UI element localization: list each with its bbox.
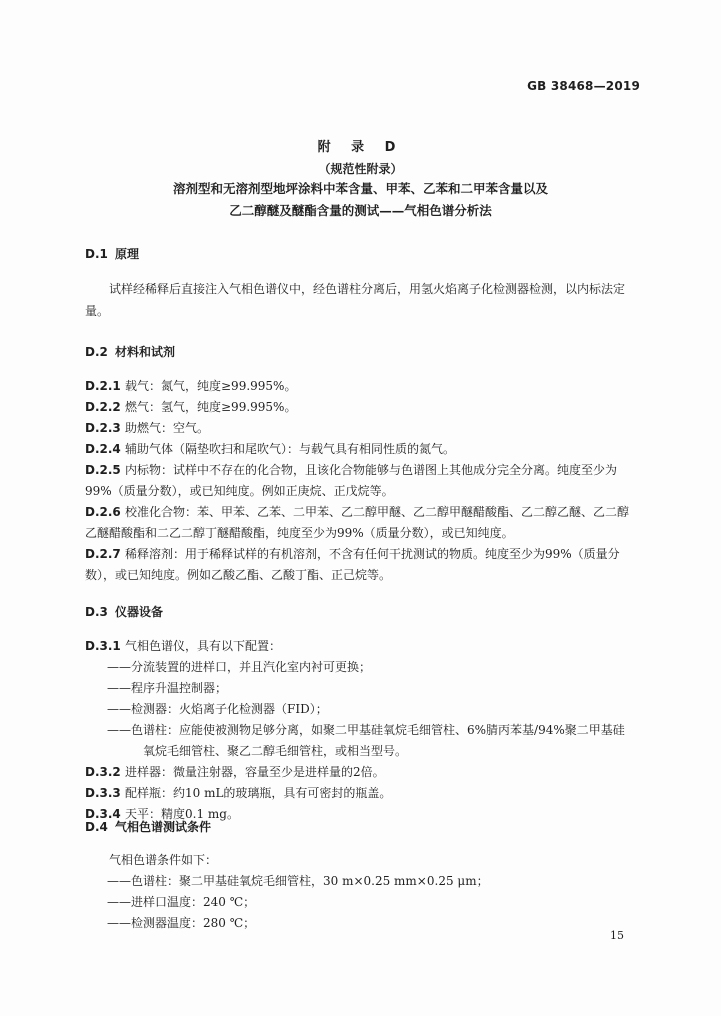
clause-d3-1 [85, 636, 635, 657]
appendix-heading [0, 178, 721, 222]
dash-item: ——分流装置的进样口，并且汽化室内衬可更换； [107, 660, 372, 674]
appendix-heading-line-1: 溶剂型和无溶剂型地坪涂料中苯含量、甲苯、乙苯和二甲苯含量以及 [172, 181, 548, 196]
clause-number: D.2.1 [85, 379, 121, 393]
clause-number: D.2.3 [85, 421, 121, 435]
dash-item: ——程序升温控制器； [107, 681, 228, 695]
clause-d2-4 [85, 439, 635, 460]
dash-item [107, 720, 637, 762]
clause-text: 进样器：微量注射器，容量至少是进样量的2倍。 [125, 765, 385, 779]
clause-number: D.2.4 [85, 442, 121, 456]
clause-text: 助燃气：空气。 [125, 421, 210, 435]
section-heading-d2 [85, 343, 175, 360]
appendix-heading-line-2: 乙二醇醚及醚酯含量的测试——气相色谱分析法 [229, 203, 492, 218]
dash-item: ——色谱柱：聚二甲基硅氧烷毛细管柱，30 m×0.25 mm×0.25 μm； [107, 874, 489, 888]
clause-text: 天平：精度0.1 mg。 [125, 807, 239, 821]
clause-d2-6 [85, 502, 635, 544]
dash-item: ——检测器：火焰离子化检测器（FID）； [107, 702, 328, 716]
clause-text: 载气：氮气，纯度≥99.995%。 [125, 379, 297, 393]
dash-item: ——检测器温度：280 ℃； [107, 916, 256, 930]
section-d4-intro: 气相色谱条件如下： [109, 853, 218, 867]
clause-d2-5 [85, 460, 635, 502]
section-title: 仪器设备 [115, 605, 164, 619]
section-number: D.1 [85, 247, 108, 261]
appendix-title: 附 录 D [317, 140, 404, 155]
section-d1-text: 试样经稀释后直接注入气相色谱仪中，经色谱柱分离后，用氢火焰离子化检测器检测，以内标法定量。 [85, 282, 626, 318]
section-title: 材料和试剂 [115, 345, 176, 359]
clause-d2-2 [85, 397, 635, 418]
dash-item-text: ——色谱柱：应能使被测物足够分离，如聚二甲基硅氧烷毛细管柱、6%腈丙苯基/94%聚二甲基硅 [107, 723, 625, 737]
clause-d3-3 [85, 783, 635, 804]
clause-number: D.2.6 [85, 505, 121, 519]
clause-d2-7 [85, 544, 635, 586]
page-number: 15 [610, 929, 624, 942]
appendix-type: （规范性附录） [318, 162, 403, 176]
clause-text: 稀释溶剂：用于稀释试样的有机溶剂，不含有任何干扰测试的物质。纯度至少为99%（质量分数），或已知纯度。例如乙酸乙酯、乙酸丁酯、正己烷等。 [85, 547, 620, 582]
section-number: D.4 [85, 820, 108, 834]
clause-d3-2 [85, 762, 635, 783]
clause-number: D.3.2 [85, 765, 121, 779]
section-heading-d4 [85, 818, 211, 835]
section-heading-d3 [85, 603, 163, 620]
clause-number: D.3.3 [85, 786, 121, 800]
section-number: D.3 [85, 605, 108, 619]
clause-number: D.3.4 [85, 807, 121, 821]
section-title: 气相色谱测试条件 [115, 820, 212, 834]
section-title: 原理 [115, 247, 140, 261]
clause-text: 辅助气体（隔垫吹扫和尾吹气）：与载气具有相同性质的氮气。 [125, 442, 456, 456]
dash-item-continuation: 氧烷毛细管柱、聚乙二醇毛细管柱，或相当型号。 [143, 744, 408, 758]
clause-d2-1 [85, 376, 635, 397]
section-heading-d1 [85, 245, 139, 262]
clause-text: 校准化合物：苯、甲苯、乙苯、二甲苯、乙二醇甲醚、乙二醇甲醚醋酸酯、乙二醇乙醚、乙二醇乙醚醋酸酯和二乙二醇丁醚醋酸酯，纯度至少为99%（质量分数），或已知纯度。 [85, 505, 630, 540]
section-number: D.2 [85, 345, 108, 359]
clause-d2-3 [85, 418, 635, 439]
clause-text: 配样瓶：约10 mL的玻璃瓶，具有可密封的瓶盖。 [125, 786, 392, 800]
clause-text: 内标物：试样中不存在的化合物，且该化合物能够与色谱图上其他成分完全分离。纯度至少为99%（质量分数），或已知纯度。例如正庚烷、正戊烷等。 [85, 463, 618, 498]
clause-number: D.3.1 [85, 639, 121, 653]
standard-code: GB 38468—2019 [527, 79, 640, 93]
dash-item: ——进样口温度：240 ℃； [107, 895, 256, 909]
clause-text: 气相色谱仪，具有以下配置： [125, 639, 282, 653]
clause-number: D.2.5 [85, 463, 121, 477]
clause-number: D.2.2 [85, 400, 121, 414]
clause-text: 燃气：氢气，纯度≥99.995%。 [125, 400, 297, 414]
clause-number: D.2.7 [85, 547, 121, 561]
